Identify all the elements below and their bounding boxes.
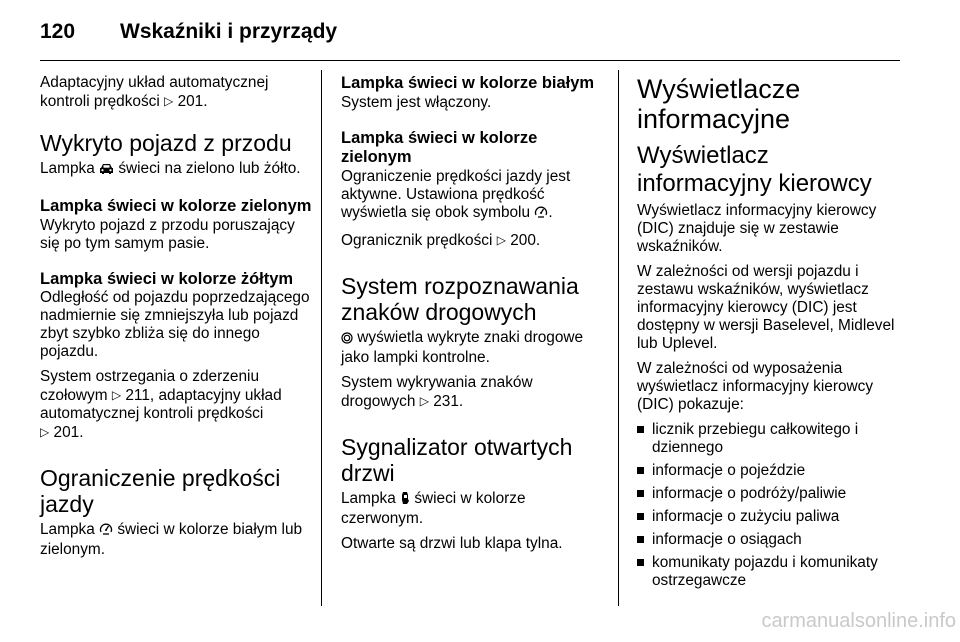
column-3: [637, 74, 907, 595]
column-2: [341, 74, 609, 560]
section-title-front-vehicle: Wykryto pojazd z przodu: [40, 130, 292, 156]
dic-feature-list: [637, 421, 907, 590]
door-open-paragraph: [341, 490, 609, 528]
traffic-sign-icon: [341, 331, 353, 349]
collision-ref[interactable]: 211, adaptacyjny układ automatycznej kontroli prędkości: [40, 387, 282, 422]
dic-paragraph-3: W zależności od wyposażenia wyświetlacz informacyjny kierowcy (DIC) pokazuje:: [637, 360, 874, 413]
section-title-traffic-signs: System rozpoznawania znaków drogowych: [341, 272, 579, 325]
section-title-speed-limit: Ograniczenie prędkości jazdy: [40, 465, 281, 517]
bullet-icon: [637, 559, 644, 566]
intro-text-a: Adaptacyjny układ automatycznej: [40, 74, 269, 91]
watermark: carmanualsonline.info: [761, 610, 956, 632]
ref-arrow-icon: ▷: [496, 232, 506, 247]
list-item: informacje o pojeździe: [637, 462, 907, 480]
traffic-sign-paragraph: [341, 329, 609, 367]
white-light-text: System jest włączony.: [341, 93, 492, 111]
speed-limit-text-b: świeci w kolorze białym lub zielonym.: [40, 521, 303, 558]
door-open-icon: [400, 491, 410, 510]
traffic-sign-ref[interactable]: 231.: [433, 392, 464, 410]
column-1: [40, 74, 315, 566]
traffic-sign-ref-paragraph: [341, 374, 609, 411]
bullet-icon: [637, 536, 644, 543]
list-item: komunikaty pojazdu i komunikaty ostrzegawcze: [637, 554, 907, 590]
limiter-ref[interactable]: 200.: [510, 231, 541, 249]
ref-arrow-icon: ▷: [111, 388, 122, 402]
collision-warning-paragraph: [40, 368, 315, 442]
intro-ref[interactable]: 201.: [177, 93, 208, 110]
page-number: 120: [40, 20, 76, 43]
front-vehicle-text-a: Lampka: [40, 160, 95, 177]
speed-limit-paragraph: [40, 521, 315, 559]
list-item: informacje o podróży/paliwie: [637, 485, 907, 503]
ref-arrow-icon: ▷: [419, 393, 429, 408]
bullet-icon: [637, 426, 644, 433]
door-open-text-b: świeci w kolorze czerwonym.: [341, 489, 526, 527]
intro-text-b: kontroli prędkości: [40, 93, 160, 110]
subsection-green-light-limiter: Lampka świeci w kolorze zielonym: [341, 128, 538, 166]
section-title-door-open: Sygnalizator otwartych drzwi: [341, 433, 573, 486]
column-divider-2: [618, 70, 619, 606]
door-open-text-a: Lampka: [341, 489, 396, 507]
yellow-light-text: Odległość od pojazdu poprzedzającego nadmiernie się zmniejszyła lub pojazd zbyt szybko zbliża się do innego pojazdu.: [40, 289, 310, 360]
column-divider-1: [321, 70, 322, 606]
collision-text: System ostrzegania o zderzeniu czołowym: [40, 368, 260, 404]
subsection-green-light: Lampka świeci w kolorze zielonym: [40, 197, 312, 215]
section-title-info-displays: Wyświetlacze informacyjne: [637, 74, 801, 134]
page-title: Wskaźniki i przyrządy: [120, 20, 338, 43]
dic-paragraph-2: W zależności od wersji pojazdu i zestawu wskaźników, wyświetlacz informacyjny kierowcy (DIC) jest dostępny w wersji Baselevel, Midlevel lub Uplevel.: [637, 263, 895, 352]
car-front-icon: [99, 162, 114, 180]
traffic-sign-ref-text: System wykrywania znaków drogowych: [341, 373, 533, 410]
door-open-text-2: Otwarte są drzwi lub klapa tylna.: [341, 534, 563, 552]
green-limiter-text-end: .: [548, 203, 553, 221]
dic-paragraph-1: Wyświetlacz informacyjny kierowcy (DIC) znajduje się w zestawie wskaźników.: [637, 202, 877, 255]
list-item: licznik przebiegu całkowitego i dziennego: [637, 421, 907, 457]
speed-limiter-icon: [534, 205, 548, 224]
subsection-white-light: Lampka świeci w kolorze białym: [341, 74, 595, 92]
header-rule: [40, 60, 900, 61]
cruise-ref[interactable]: 201.: [53, 424, 84, 441]
limiter-ref-text: Ogranicznik prędkości: [341, 231, 493, 249]
traffic-sign-text: wyświetla wykryte znaki drogowe jako lampki kontrolne.: [341, 328, 584, 366]
ref-arrow-icon: ▷: [164, 94, 174, 108]
intro-paragraph: [40, 74, 315, 111]
front-vehicle-text-b: świeci na zielono lub żółto.: [118, 160, 301, 177]
bullet-icon: [637, 467, 644, 474]
list-item: informacje o osiągach: [637, 531, 907, 549]
ref-arrow-icon: ▷: [40, 425, 50, 439]
speed-limit-text-a: Lampka: [40, 521, 95, 538]
subsection-yellow-light: Lampka świeci w kolorze żółtym: [40, 269, 294, 288]
limiter-ref-paragraph: [341, 231, 609, 250]
green-light-text: Wykryto pojazd z przodu poruszający się po tym samym pasie.: [40, 216, 295, 252]
bullet-icon: [637, 513, 644, 520]
green-limiter-paragraph: [341, 168, 609, 224]
subsection-driver-info-display: Wyświetlacz informacyjny kierowcy: [637, 142, 872, 197]
front-vehicle-paragraph: [40, 160, 315, 180]
green-limiter-text: Ograniczenie prędkości jazdy jest aktywne. Ustawiona prędkość wyświetla się obok symbolu: [341, 167, 571, 221]
bullet-icon: [637, 490, 644, 497]
list-item: informacje o zużyciu paliwa: [637, 508, 907, 526]
speed-limiter-icon: [99, 522, 113, 541]
